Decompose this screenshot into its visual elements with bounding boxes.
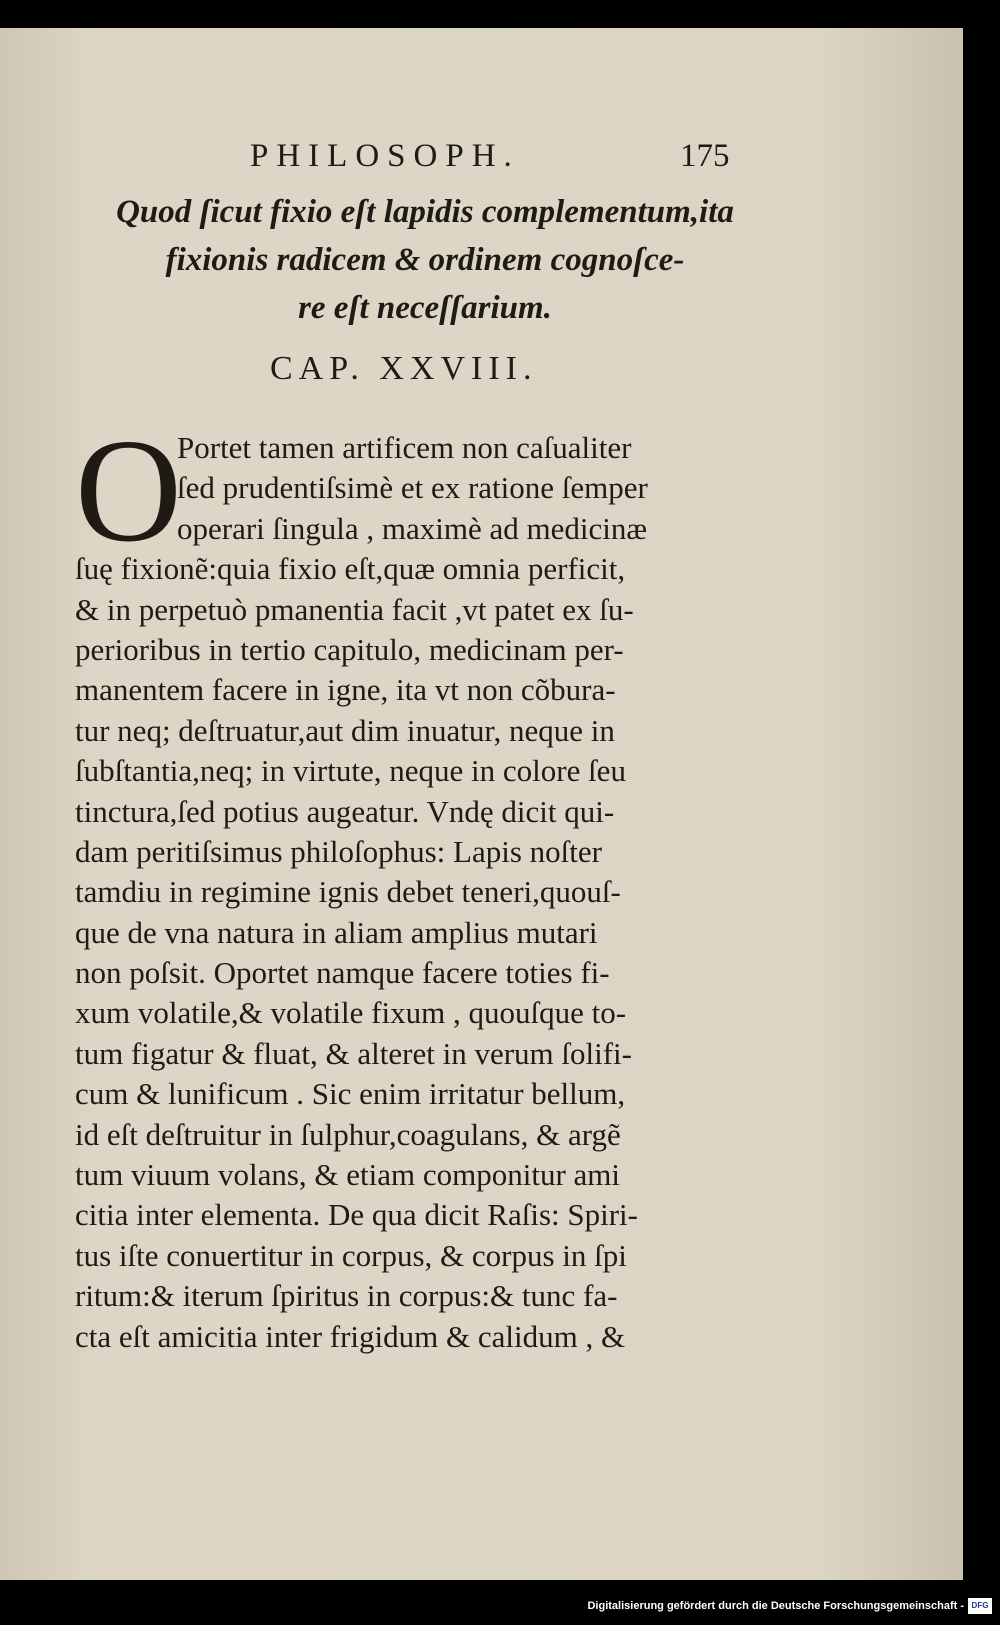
chapter-title-line: fixionis radicem & ordinem cognoſce-	[165, 242, 685, 278]
body-line: dam peritiſsimus philoſophus: Lapis noſter	[75, 833, 602, 869]
body-line: id eſt deſtruitur in ſulphur,coagulans, & argẽ	[75, 1116, 621, 1152]
body-line: tum viuum volans, & etiam componitur ami	[75, 1157, 621, 1193]
body-line: ſubſtantia,neq; in virtute, neque in colore ſeu	[75, 753, 626, 789]
body-line: tur neq; deſtruatur,aut dim inuatur, neque in	[75, 712, 615, 748]
body-line: Portet tamen artificem non caſualiter	[177, 430, 632, 465]
book-page	[0, 28, 963, 1580]
body-line: tum figatur & fluat, & alteret in verum ſolifi-	[75, 1035, 632, 1071]
body-line: tus iſte conuertitur in corpus, & corpus in ſpi	[75, 1237, 627, 1273]
chapter-title	[95, 188, 755, 332]
body-line: & in perpetuò pmanentia facit ,vt patet ex ſu-	[75, 591, 634, 627]
body-line: que de vna natura in aliam amplius mutari	[75, 914, 598, 950]
dfg-logo: DFG	[968, 1598, 992, 1614]
body-line: tinctura,ſed potius augeatur. Vndę dicit qui-	[75, 793, 615, 829]
running-title: PHILOSOPH.	[250, 138, 520, 174]
chapter-number: CAP. XXVIII.	[270, 350, 538, 387]
chapter-title-line: Quod ſicut fixio eſt lapidis complementum,ita	[116, 194, 734, 230]
body-text	[75, 409, 775, 1357]
body-line: cta eſt amicitia inter frigidum & calidum , &	[75, 1318, 626, 1354]
body-line: ſuę fixionẽ:quia fixio eſt,quæ omnia perficit,	[75, 551, 626, 587]
body-line: perioribus in tertio capitulo, medicinam per-	[75, 631, 624, 667]
body-line: manentem facere in igne, ita vt non cõbura-	[75, 672, 616, 708]
drop-cap-initial: O	[75, 409, 182, 573]
body-line: ritum:& iterum ſpiritus in corpus:& tunc fa-	[75, 1278, 618, 1314]
body-line: tamdiu in regimine ignis debet teneri,quouſ-	[75, 874, 621, 910]
page-number: 175	[680, 138, 730, 174]
body-line: citia inter elementa. De qua dicit Raſis: Spiri-	[75, 1197, 638, 1233]
body-line: xum volatile,& volatile fixum , quouſque to-	[75, 995, 627, 1031]
footer-bar	[0, 1592, 1000, 1625]
funding-credit: Digitalisierung gefördert durch die Deutsche Forschungsgemeinschaft -	[587, 1600, 964, 1612]
body-line: cum & lunificum . Sic enim irritatur bellum,	[75, 1076, 626, 1112]
body-line: non poſsit. Oportet namque facere toties fi-	[75, 955, 610, 991]
body-line: operari ſingula , maximè ad medicinæ	[177, 510, 648, 546]
chapter-title-line: re eſt neceſſarium.	[298, 290, 552, 326]
body-line: ſed prudentiſsimè et ex ratione ſemper	[177, 470, 648, 506]
